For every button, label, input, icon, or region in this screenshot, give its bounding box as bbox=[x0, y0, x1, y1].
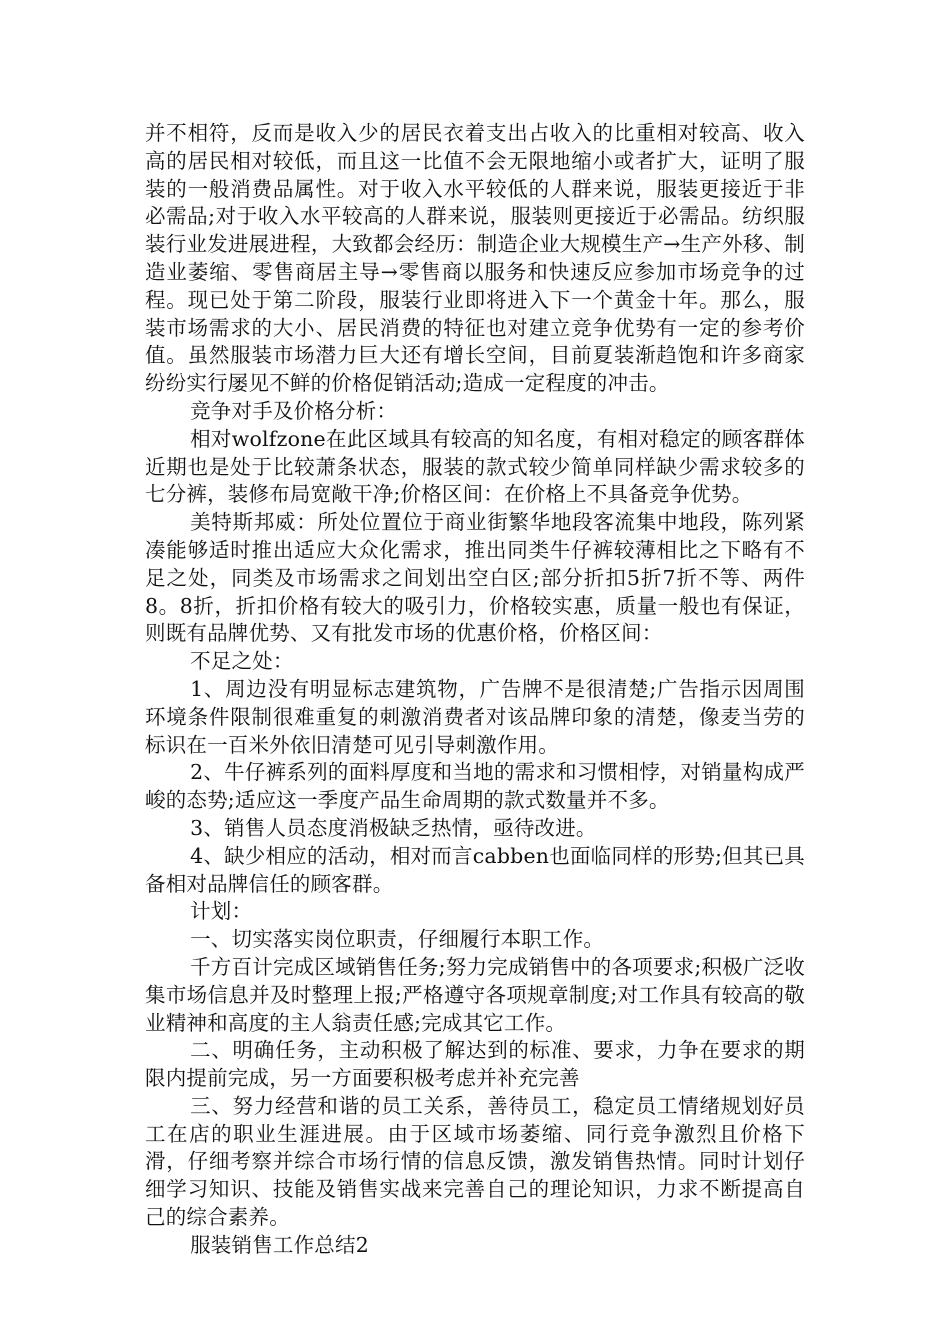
plan-item-3: 三、努力经营和谐的员工关系，善待员工，稳定员工情绪规划好员工在店的职业生涯进展。由于区域市场萎缩、同行竞争激烈且价格下滑，仔细考察并综合市场行情的信息反馈，激发销售热情。同时计划仔细学习知识、技能及销售实战来完善自己的理论知识，力求不断提高自己的综合素养。 bbox=[145, 1093, 805, 1230]
heading-plan: 计划： bbox=[190, 899, 253, 924]
section-title-summary-2: 服装销售工作总结2 bbox=[190, 1232, 369, 1257]
paragraph-wolfzone: 相对wolfzone在此区域具有较高的知名度，有相对稳定的顾客群体近期也是处于比较萧条状态，服装的款式较少简单同样缺少需求较多的七分裤，装修布局宽敞干净;价格区间：在价格上不具备竞争优势。 bbox=[145, 426, 805, 507]
list-item-shortcoming-2: 2、牛仔裤系列的面料厚度和当地的需求和习惯相悖，对销量构成严峻的态势;适应这一季度产品生命周期的款式数量并不多。 bbox=[145, 760, 805, 813]
paragraph-market-demand: 并不相符，反而是收入少的居民衣着支出占收入的比重相对较高、收入高的居民相对较低，而且这一比值不会无限地缩小或者扩大，证明了服装的一般消费品属性。对于收入水平较低的人群来说，服装更接近于非必需品;对于收入水平较高的人群来说，服装则更接近于必需品。纺织服装行业发进展进程，大致都会经历：制造企业大规模生产→生产外移、制造业萎缩、零售商居主导→零售商以服务和快速反应参加市场竞争的过程。现已处于第二阶段，服装行业即将进入下一个黄金十年。那么，服装市场需求的大小、居民消费的特征也对建立竞争优势有一定的参考价值。虽然服装市场潜力巨大还有增长空间，目前夏装渐趋饱和许多商家纷纷实行屡见不鲜的价格促销活动;造成一定程度的冲击。 bbox=[145, 121, 805, 396]
list-item-shortcoming-4: 4、缺少相应的活动，相对而言cabben也面临同样的形势;但其已具备相对品牌信任的顾客群。 bbox=[145, 843, 805, 896]
plan-item-1: 一、切实落实岗位职责，仔细履行本职工作。 bbox=[190, 927, 605, 952]
heading-competitor-analysis: 竞争对手及价格分析： bbox=[190, 398, 398, 423]
list-item-shortcoming-1: 1、周边没有明显标志建筑物，广告牌不是很清楚;广告指示因周围环境条件限制很难重复的刺激消费者对该品牌印象的清楚，像麦当劳的标识在一百米外依旧清楚可见引导刺激作用。 bbox=[145, 676, 805, 757]
plan-item-1-detail: 千方百计完成区域销售任务;努力完成销售中的各项要求;积极广泛收集市场信息并及时整理上报;严格遵守各项规章制度;对工作具有较高的敬业精神和高度的主人翁责任感;完成其它工作。 bbox=[145, 954, 805, 1035]
paragraph-metersbonwe: 美特斯邦威：所处位置位于商业街繁华地段客流集中地段，陈列紧凑能够适时推出适应大众化需求，推出同类牛仔裤较薄相比之下略有不足之处，同类及市场需求之间划出空白区;部分折扣5折7折不等、两件8。8折，折扣价格有较大的吸引力，价格较实惠，质量一般也有保证，则既有品牌优势、又有批发市场的优惠价格，价格区间： bbox=[145, 510, 805, 646]
document-body bbox=[145, 120, 805, 1260]
plan-item-2: 二、明确任务，主动积极了解达到的标准、要求，力争在要求的期限内提前完成，另一方面要积极考虑并补充完善 bbox=[145, 1038, 805, 1091]
list-item-shortcoming-3: 3、销售人员态度消极缺乏热情，亟待改进。 bbox=[190, 815, 597, 840]
heading-shortcomings: 不足之处： bbox=[190, 649, 294, 674]
